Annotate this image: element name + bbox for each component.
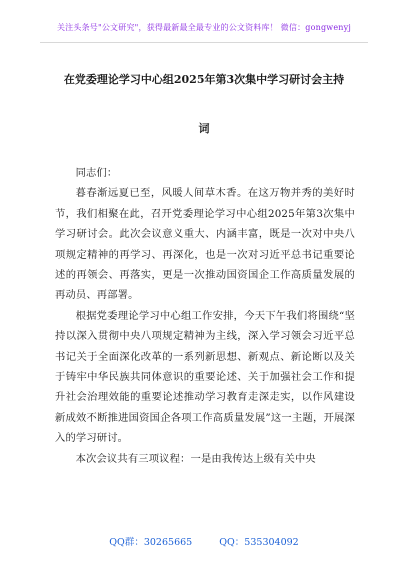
- paragraph: 本次会议共有三项议程：一是由我传达上级有关中央: [75, 452, 316, 465]
- salutation: 同志们：: [75, 167, 118, 179]
- footer-qq-number: QQ：535304092: [219, 537, 299, 548]
- header-divider: [40, 42, 368, 43]
- paragraph: 根据党委理论学习中心组工作安排，今天下午我们将围绕“坚持以深入贯彻中央八项规定精神为主线，深入学习领会习近平总书记关于全面深化改革的一系列新思想、新观点、新论断以及关于铸牢中华民族共同体意识的重要论述、关于加强社会工作和提升社会治理效能的重要论述推动学习教育走深走实，以作风建设新成效不断推进国资国企各项工作高质量发展”这一主题，开展深入的学习研讨。: [55, 309, 355, 445]
- footer-qq-group: QQ群：30265665: [109, 537, 193, 548]
- document-body: [55, 163, 355, 469]
- header-banner: 关注头条号"公文研究"，获得最新最全最专业的公文资料库！ 微信：gongwenyj: [56, 23, 352, 32]
- footer-contact: [0, 534, 408, 548]
- document-title: 在党委理论学习中心组2025年第3次集中学习研讨会主持: [63, 73, 345, 86]
- paragraph: 暮春渐远夏已至，风暖人间草木香。在这万物并秀的美好时节，我们相聚在此，召开党委理论学习中心组2025年第3次集中学习研讨会。此次会议意义重大、内涵丰富，既是一次对中央八项规定精神的再学习、再深化，也是一次对习近平总书记重要论述的再领会、再落实，更是一次推动国资国企工作高质量发展的再动员、再部署。: [55, 187, 355, 302]
- document-title-continued: 词: [198, 122, 210, 135]
